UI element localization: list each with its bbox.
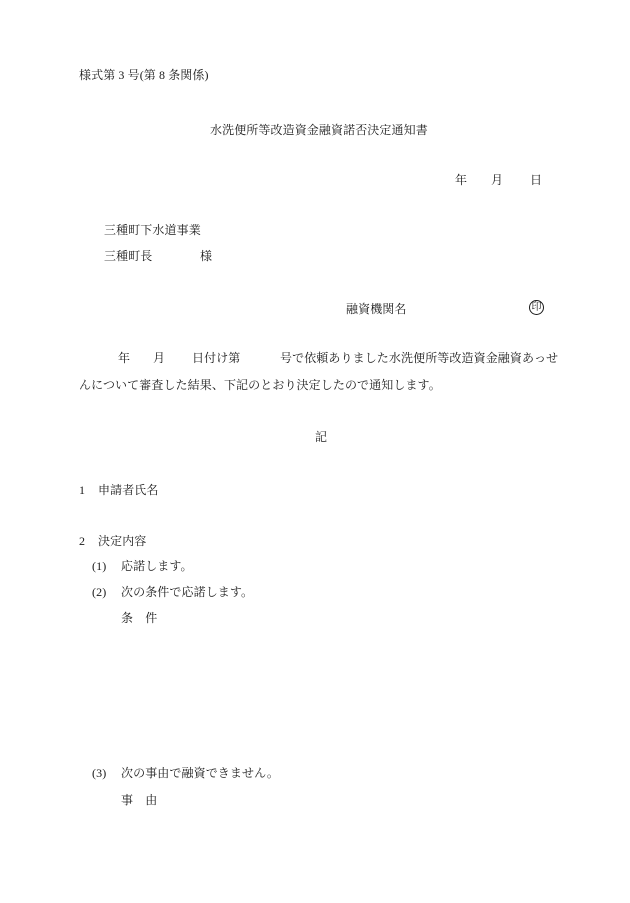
item-number: 2 bbox=[79, 534, 86, 548]
ki-heading: 記 bbox=[315, 430, 328, 444]
recipient-organization: 三種町下水道事業 bbox=[104, 223, 201, 237]
body-month-label: 月 bbox=[153, 351, 166, 365]
decision-label: 次の条件で応諾します。 bbox=[121, 585, 254, 599]
recipient-name: 三種町長 bbox=[104, 249, 153, 263]
document-title: 水洗便所等改造資金融資諾否決定通知書 bbox=[210, 123, 428, 137]
body-day-ref: 日付け第 bbox=[192, 351, 241, 365]
decision-number: (3) bbox=[92, 766, 107, 780]
item-label: 申請者氏名 bbox=[98, 483, 159, 497]
decision-number: (2) bbox=[92, 585, 107, 599]
conditions-label: 条 件 bbox=[121, 611, 158, 625]
decision-label: 次の事由で融資できません。 bbox=[121, 766, 280, 780]
form-number: 様式第 3 号(第 8 条関係) bbox=[79, 68, 209, 82]
body-line2-text: んについて審査した結果、下記のとおり決定したので通知します。 bbox=[79, 378, 441, 392]
decision-label: 応諾します。 bbox=[121, 559, 193, 573]
seal-mark-icon: 印 bbox=[529, 300, 544, 315]
body-year-label: 年 bbox=[118, 351, 131, 365]
item-label: 決定内容 bbox=[98, 534, 147, 548]
body-line1-text: 号で依頼ありました水洗便所等改造資金融資あっせ bbox=[280, 351, 559, 365]
recipient-honorific: 様 bbox=[200, 249, 213, 263]
date-day-label: 日 bbox=[530, 173, 543, 187]
date-month-label: 月 bbox=[491, 173, 504, 187]
item-number: 1 bbox=[79, 483, 86, 497]
sender-label: 融資機関名 bbox=[346, 302, 407, 316]
reason-label: 事 由 bbox=[121, 793, 158, 807]
date-year-label: 年 bbox=[455, 173, 468, 187]
decision-number: (1) bbox=[92, 559, 107, 573]
